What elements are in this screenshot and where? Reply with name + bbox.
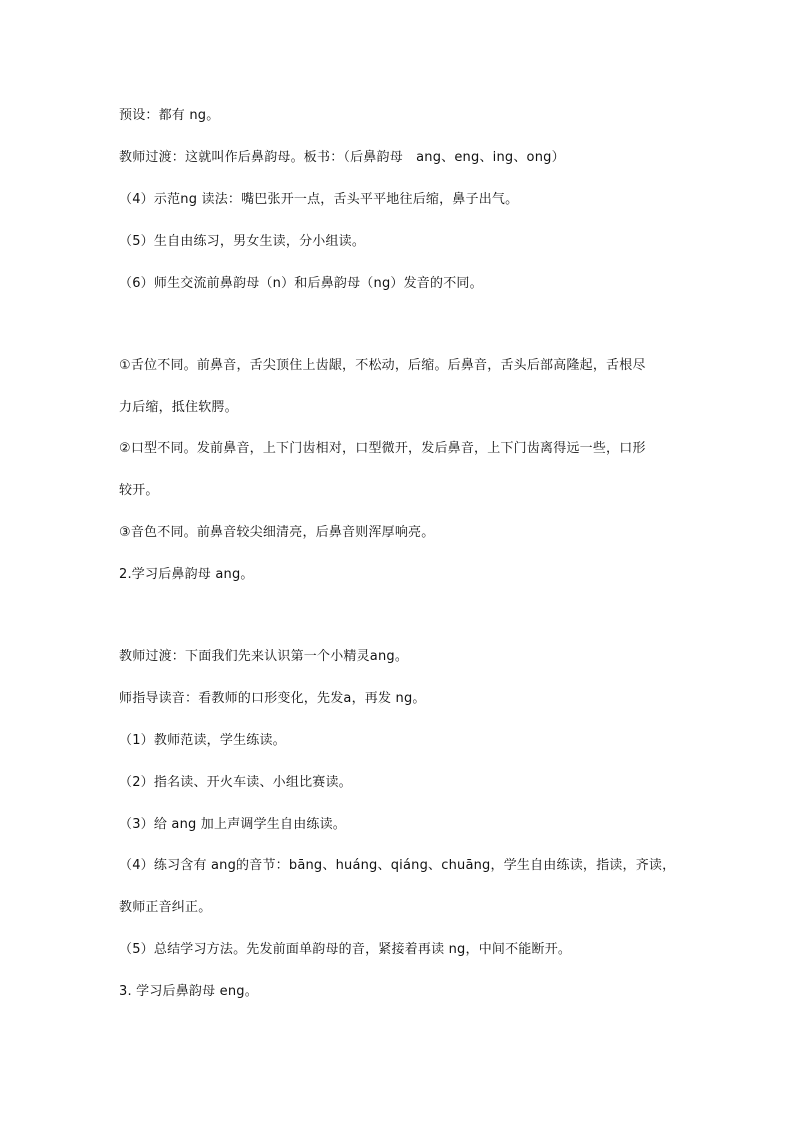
text-line-section-2: 2.学习后鼻韵母 ang。 — [119, 567, 254, 582]
text-line-point-2: ②口型不同。发前鼻音，上下门齿相对，口型微开，发后鼻音，上下门齿离得远一些，口形 — [119, 441, 646, 456]
text-line-step-6: （6）师生交流前鼻韵母（n）和后鼻韵母（ng）发音的不同。 — [119, 276, 483, 291]
text-line-point-1-cont: 力后缩，抵住软腭。 — [119, 400, 238, 415]
text-line-point-2-cont: 较开。 — [119, 483, 159, 498]
text-line-section-3: 3. 学习后鼻韵母 eng。 — [119, 984, 258, 999]
text-line-ang-step-4: （4）练习含有 ang的音节：bāng、huáng、qiáng、chuāng，学生自由练读，指读，齐读， — [119, 858, 676, 873]
text-line-ang-step-1: （1）教师范读，学生练读。 — [119, 733, 286, 748]
text-line-point-1: ①舌位不同。前鼻音，舌尖顶住上齿龈，不松动，后缩。后鼻音，舌头后部高隆起，舌根尽 — [119, 358, 646, 373]
text-line-teacher-transition: 教师过渡：这就叫作后鼻韵母。板书：（后鼻韵母 ang、eng、ing、ong） — [119, 150, 565, 165]
text-line-reading-guide: 师指导读音：看教师的口形变化，先发a，再发 ng。 — [119, 691, 426, 706]
text-line-ang-step-3: （3）给 ang 加上声调学生自由练读。 — [119, 817, 346, 832]
text-line-preset: 预设：都有 ng。 — [119, 108, 220, 123]
text-line-ang-step-5: （5）总结学习方法。先发前面单韵母的音，紧接着再读 ng，中间不能断开。 — [119, 942, 572, 957]
text-line-point-3: ③音色不同。前鼻音较尖细清亮，后鼻音则浑厚响亮。 — [119, 525, 435, 540]
text-line-step-4: （4）示范ng 读法：嘴巴张开一点，舌头平平地往后缩，鼻子出气。 — [119, 192, 519, 207]
text-line-teacher-transition-ang: 教师过渡：下面我们先来认识第一个小精灵ang。 — [119, 649, 409, 664]
text-line-ang-step-4-cont: 教师正音纠正。 — [119, 900, 212, 915]
text-line-step-5: （5）生自由练习，男女生读，分小组读。 — [119, 234, 366, 249]
text-line-ang-step-2: （2）指名读、开火车读、小组比赛读。 — [119, 775, 352, 790]
